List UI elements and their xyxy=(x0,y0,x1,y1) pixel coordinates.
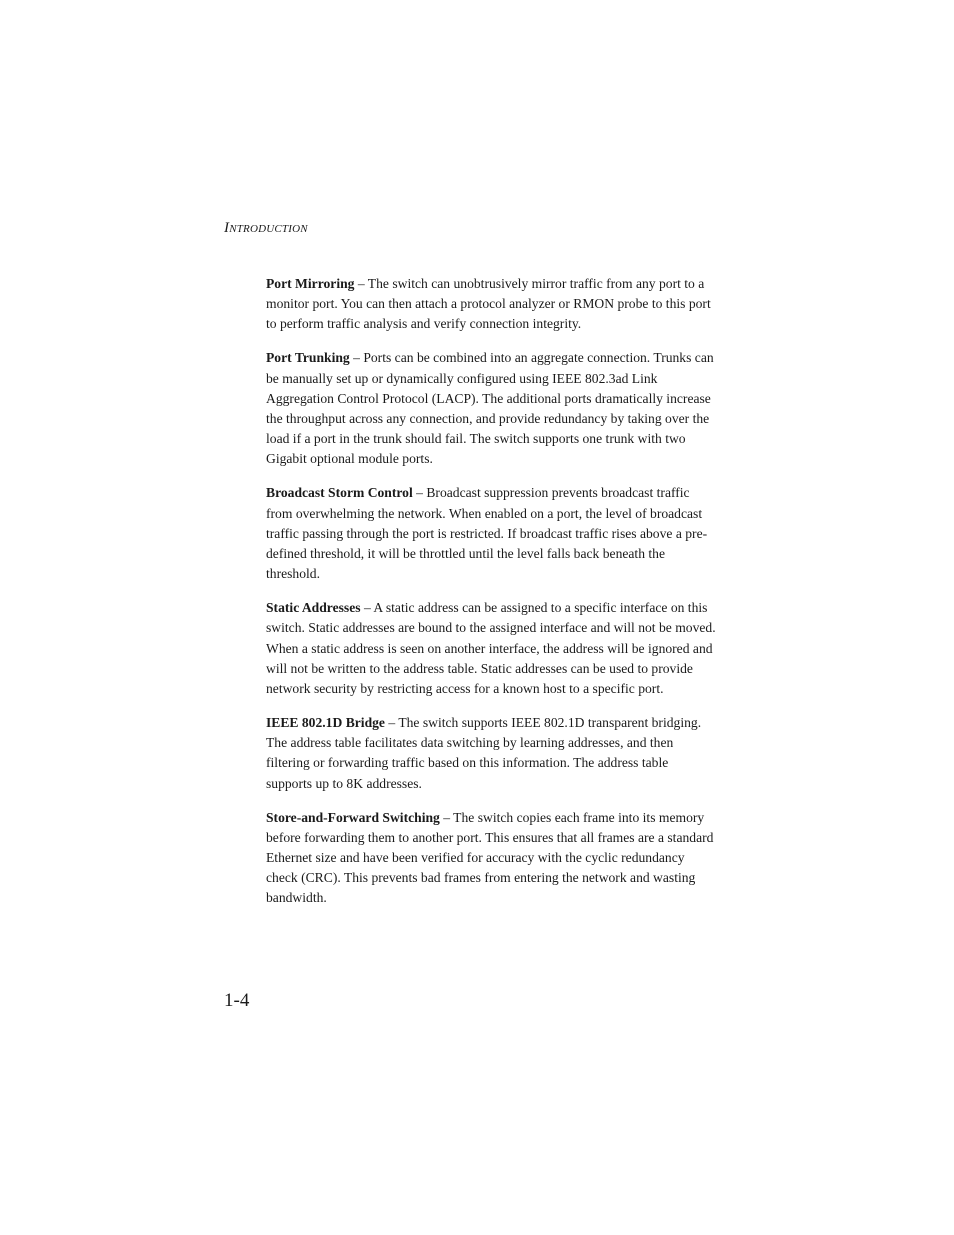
feature-entry xyxy=(266,808,716,909)
feature-term: Port Mirroring xyxy=(266,276,355,291)
feature-term: Static Addresses xyxy=(266,600,361,616)
feature-entry xyxy=(266,483,716,584)
feature-description: – Ports can be combined into an aggregate connection. Trunks can be manually set up or dynamically configured using IEEE 802.3ad Link Aggregation Control Protocol (LACP). The additional ports dramatically increase the throughput across any connection, and provide redundancy by taking over the load if a port in the trunk should fail. The switch supports one trunk with two Gigabit optional module ports. xyxy=(266,350,714,467)
feature-description: – Broadcast suppression prevents broadcast traffic from overwhelming the network. When enabled on a port, the level of broadcast traffic passing through the port is restricted. If broadcast traffic rises above a pre-defined threshold, it will be throttled until the level falls back beneath the threshold. xyxy=(266,485,708,582)
feature-entry xyxy=(266,274,716,335)
feature-entry xyxy=(266,713,716,794)
feature-entry xyxy=(266,598,716,699)
feature-term: Broadcast Storm Control xyxy=(266,485,413,501)
feature-description: – The switch copies each frame into its memory before forwarding them to another port. This ensures that all frames are a standard Ethernet size and have been verified for accuracy with the cyclic redundancy check (CRC). This prevents bad frames from entering the network and wasting bandwidth. xyxy=(266,809,714,906)
feature-description: – The switch supports IEEE 802.1D transparent bridging. The address table facilitates data switching by learning addresses, and then filtering or forwarding traffic based on this information. The address table supports up to 8K addresses. xyxy=(266,715,702,791)
feature-list xyxy=(266,274,716,922)
feature-term: IEEE 802.1D Bridge xyxy=(266,715,385,731)
running-header: Introduction xyxy=(224,220,308,236)
feature-term: Port Trunking xyxy=(266,350,350,366)
feature-description: – The switch can unobtrusively mirror traffic from any port to a monitor port. You can then attach a protocol analyzer or RMON probe to this port to perform traffic analysis and verify connection integrity. xyxy=(266,276,711,332)
page-number: 1-4 xyxy=(224,990,250,1011)
feature-entry xyxy=(266,348,716,469)
feature-description: – A static address can be assigned to a specific interface on this switch. Static addresses are bound to the assigned interface and will not be moved. When a static address is seen on another interface, the address will be ignored and will not be written to the address table. Static addresses can be used to provide network security by restricting access for a known host to a specific port. xyxy=(266,600,716,697)
feature-term: Store-and-Forward Switching xyxy=(266,809,440,825)
